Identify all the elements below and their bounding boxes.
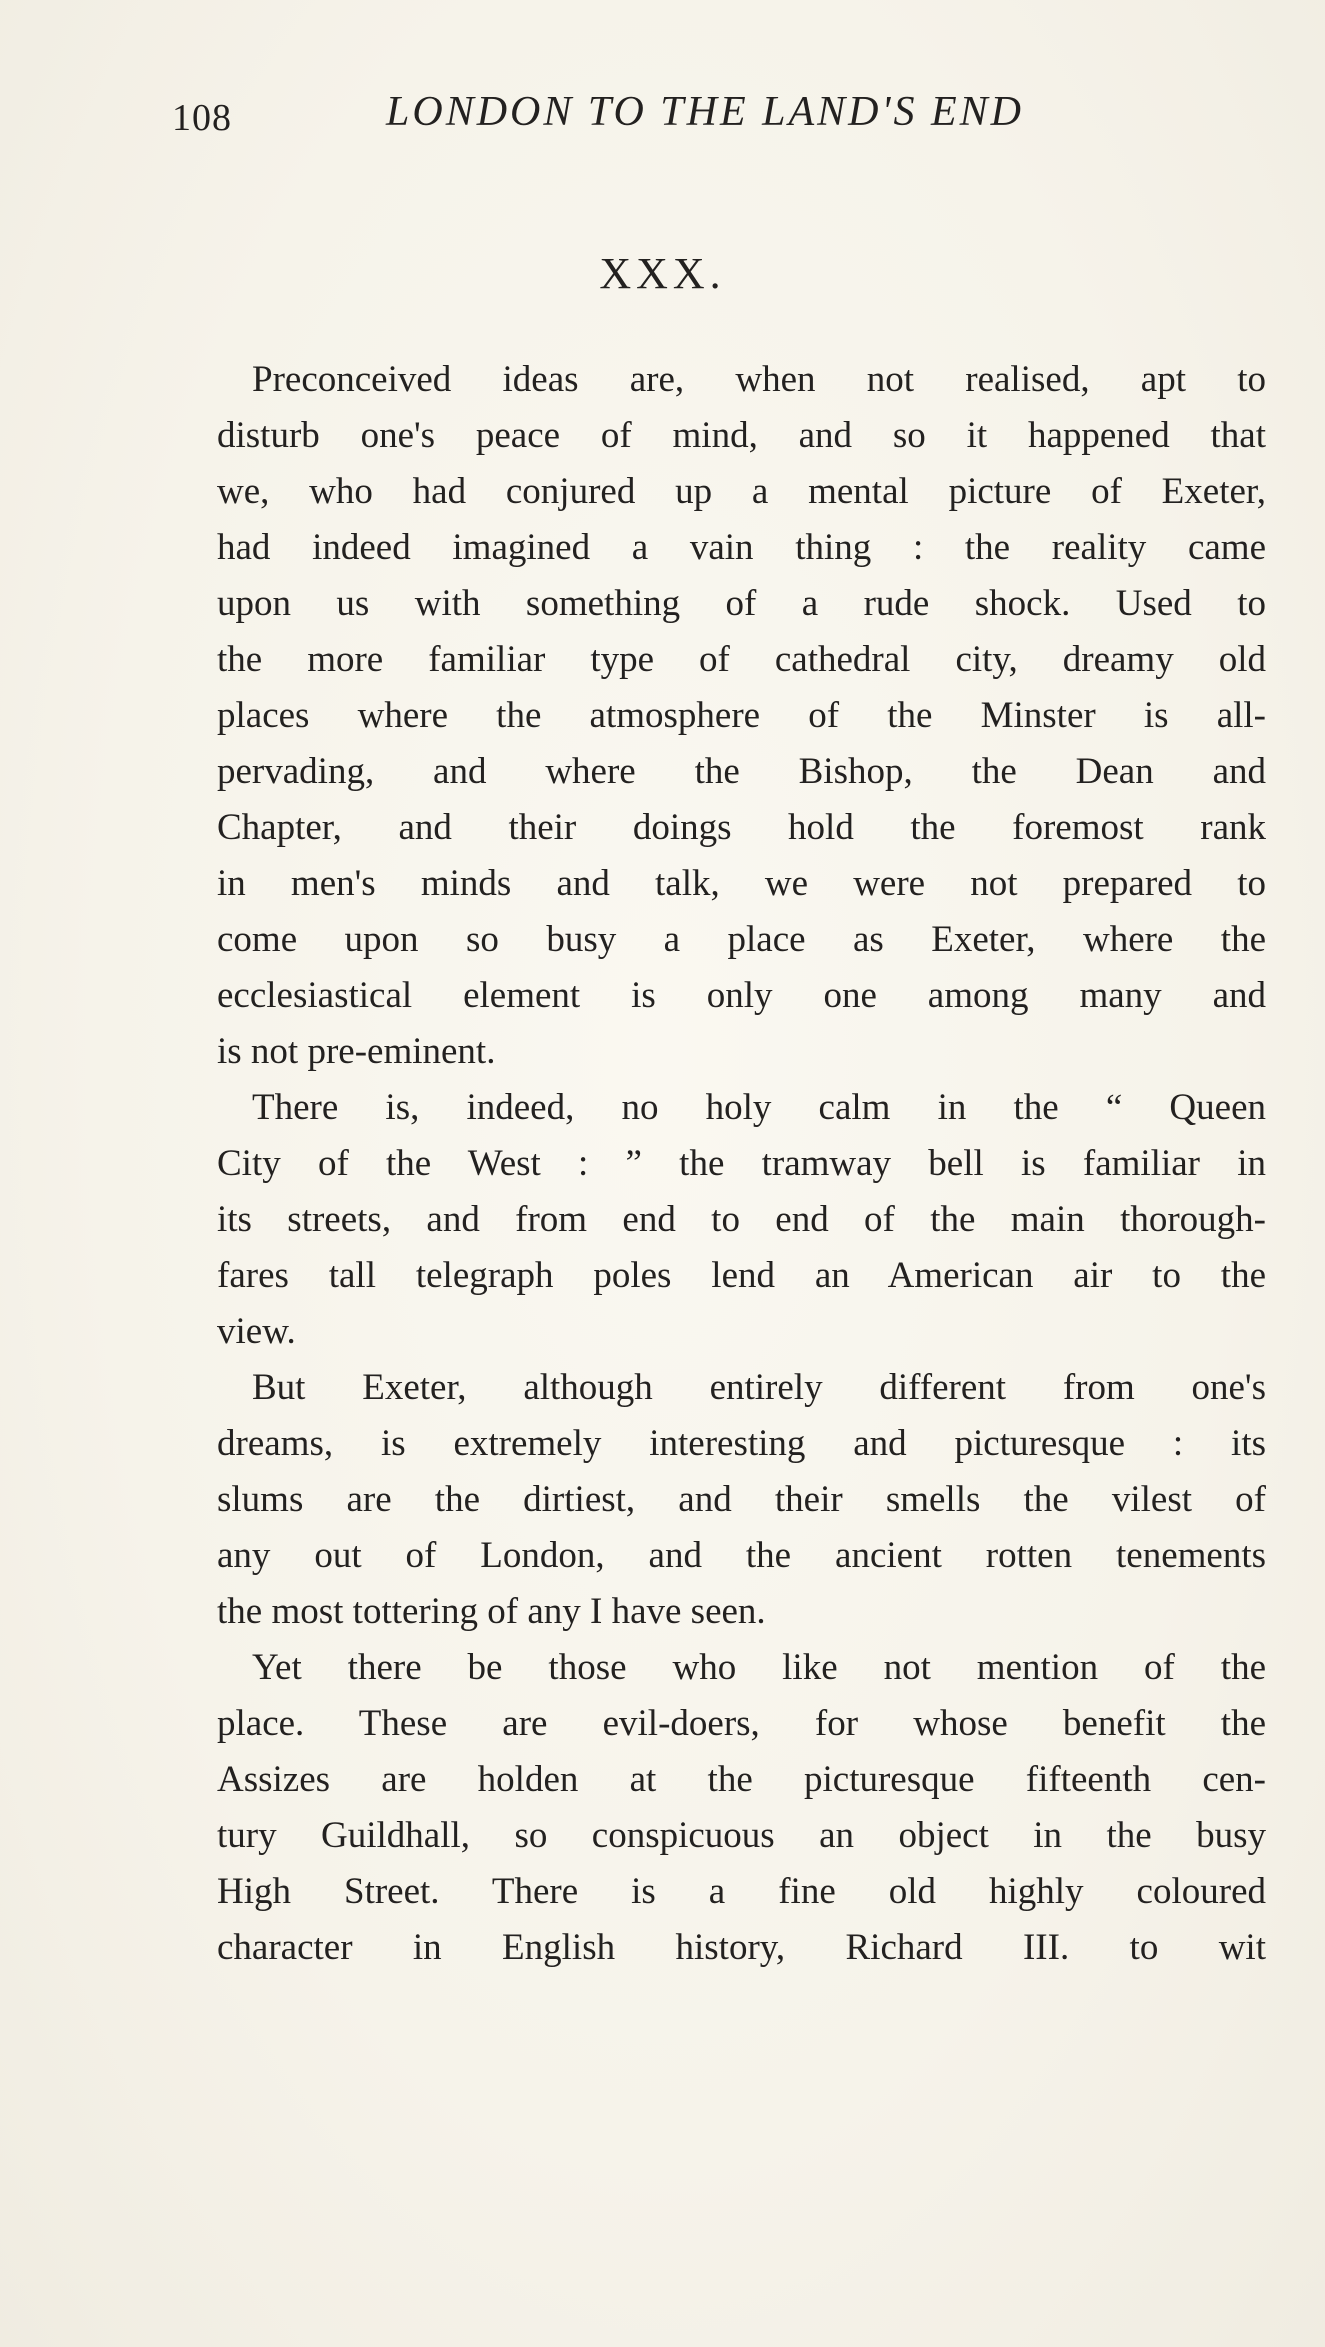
text-line: City of the West : ” the tramway bell is familiar in — [217, 1143, 1266, 1184]
paragraph — [182, 1360, 1266, 1640]
text-line: There is, indeed, no holy calm in the “ Queen — [252, 1087, 1266, 1128]
text-line: place. These are evil-doers, for whose benefit the — [217, 1703, 1266, 1744]
text-line: Assizes are holden at the picturesque fifteenth cen- — [217, 1759, 1266, 1800]
text-line: come upon so busy a place as Exeter, where the — [217, 919, 1266, 960]
body-text — [182, 352, 1266, 1976]
text-line: High Street. There is a fine old highly coloured — [217, 1871, 1266, 1912]
text-line: in men's minds and talk, we were not prepared to — [217, 863, 1266, 904]
running-head — [172, 88, 1172, 148]
section-number: XXX. — [599, 249, 726, 298]
text-line: Preconceived ideas are, when not realised, apt to — [252, 359, 1266, 400]
text-line: any out of London, and the ancient rotten tenements — [217, 1535, 1266, 1576]
text-line: Yet there be those who like not mention of the — [252, 1647, 1266, 1688]
text-line: places where the atmosphere of the Minster is all- — [217, 695, 1266, 736]
text-line: its streets, and from end to end of the main thorough- — [217, 1199, 1266, 1240]
running-title: LONDON TO THE LAND'S END — [386, 89, 1024, 135]
page-number: 108 — [172, 97, 232, 139]
text-line: is not pre-eminent. — [217, 1031, 496, 1072]
text-line: the more familiar type of cathedral city, dreamy old — [217, 639, 1266, 680]
text-line: pervading, and where the Bishop, the Dean and — [217, 751, 1266, 792]
text-line: But Exeter, although entirely different from one's — [252, 1367, 1266, 1408]
text-line: fares tall telegraph poles lend an American air to the — [217, 1255, 1266, 1296]
text-line: character in English history, Richard III. to wit — [217, 1927, 1266, 1968]
text-line: dreams, is extremely interesting and picturesque : its — [217, 1423, 1266, 1464]
text-line: ecclesiastical element is only one among many and — [217, 975, 1266, 1016]
text-line: we, who had conjured up a mental picture of Exeter, — [217, 471, 1266, 512]
text-line: disturb one's peace of mind, and so it happened that — [217, 415, 1266, 456]
text-line: Chapter, and their doings hold the foremost rank — [217, 807, 1266, 848]
paragraph — [182, 1640, 1266, 1976]
text-line: the most tottering of any I have seen. — [217, 1591, 766, 1632]
paragraph — [182, 1080, 1266, 1360]
text-line: upon us with something of a rude shock. Used to — [217, 583, 1266, 624]
paragraph — [182, 352, 1266, 1080]
text-line: view. — [217, 1311, 296, 1352]
text-line: had indeed imagined a vain thing : the reality came — [217, 527, 1266, 568]
text-line: slums are the dirtiest, and their smells the vilest of — [217, 1479, 1266, 1520]
text-line: tury Guildhall, so conspicuous an object in the busy — [217, 1815, 1266, 1856]
